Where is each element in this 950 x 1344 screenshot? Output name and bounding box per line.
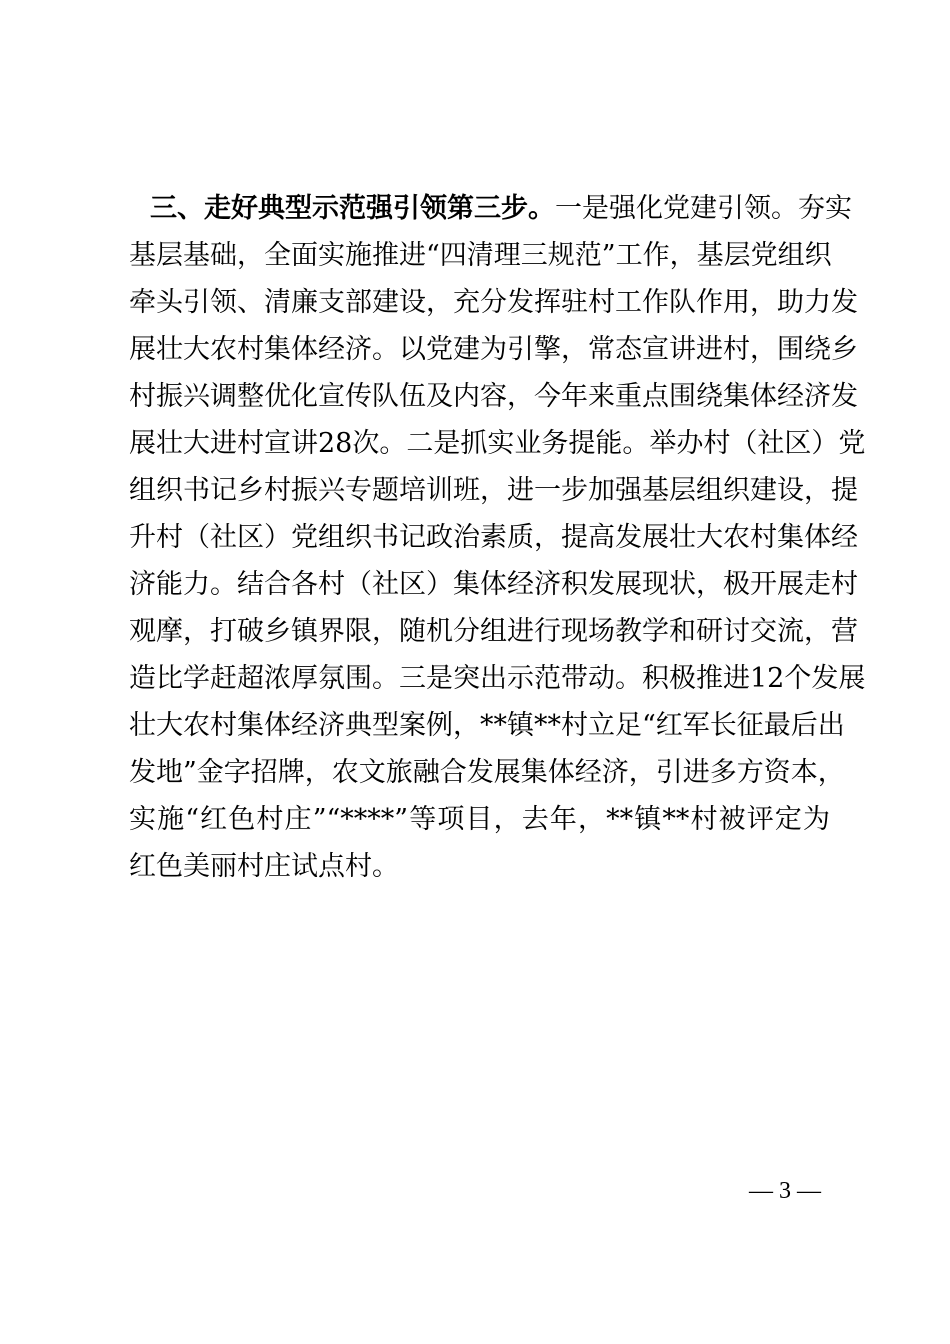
paragraph-line: 实施“红色村庄”“****”等项目，去年，**镇**村被评定为 (129, 804, 830, 835)
paragraph-line: 牵头引领、清廉支部建设，充分发挥驻村工作队作用，助力发 (129, 287, 858, 318)
paragraph-line: 造比学赶超浓厚氛围。三是突出示范带动。积极推进12个发展 (129, 663, 866, 694)
paragraph-line (129, 189, 852, 229)
page-number: — 3 — (749, 1178, 821, 1204)
paragraph-line: 展壮大进村宣讲28次。二是抓实业务提能。举办村（社区）党 (129, 428, 866, 459)
paragraph-line: 济能力。结合各村（社区）集体经济积发展现状，极开展走村 (129, 569, 858, 600)
paragraph-line: 升村（社区）党组织书记政治素质，提高发展壮大农村集体经 (129, 522, 858, 553)
paragraph-line: 展壮大农村集体经济。以党建为引擎，常态宣讲进村，围绕乡 (129, 334, 858, 365)
paragraph-line: 发地”金字招牌，农文旅融合发展集体经济，引进多方资本， (129, 757, 845, 788)
paragraph-line: 观摩，打破乡镇界限，随机分组进行现场教学和研讨交流，营 (129, 616, 858, 647)
paragraph-line: 组织书记乡村振兴专题培训班，进一步加强基层组织建设，提 (129, 475, 858, 506)
paragraph-line: 壮大农村集体经济典型案例，**镇**村立足“红军长征最后出 (129, 710, 845, 741)
paragraph-line: 基层基础，全面实施推进“四清理三规范”工作，基层党组织 (129, 240, 832, 271)
section-heading: 三、走好典型示范强引领第三步。 (150, 193, 555, 224)
paragraph-line: 村振兴调整优化宣传队伍及内容，今年来重点围绕集体经济发 (129, 381, 858, 412)
paragraph-line: 红色美丽村庄试点村。 (129, 851, 399, 882)
line-text: 一是强化党建引领。夯实 (555, 193, 852, 224)
